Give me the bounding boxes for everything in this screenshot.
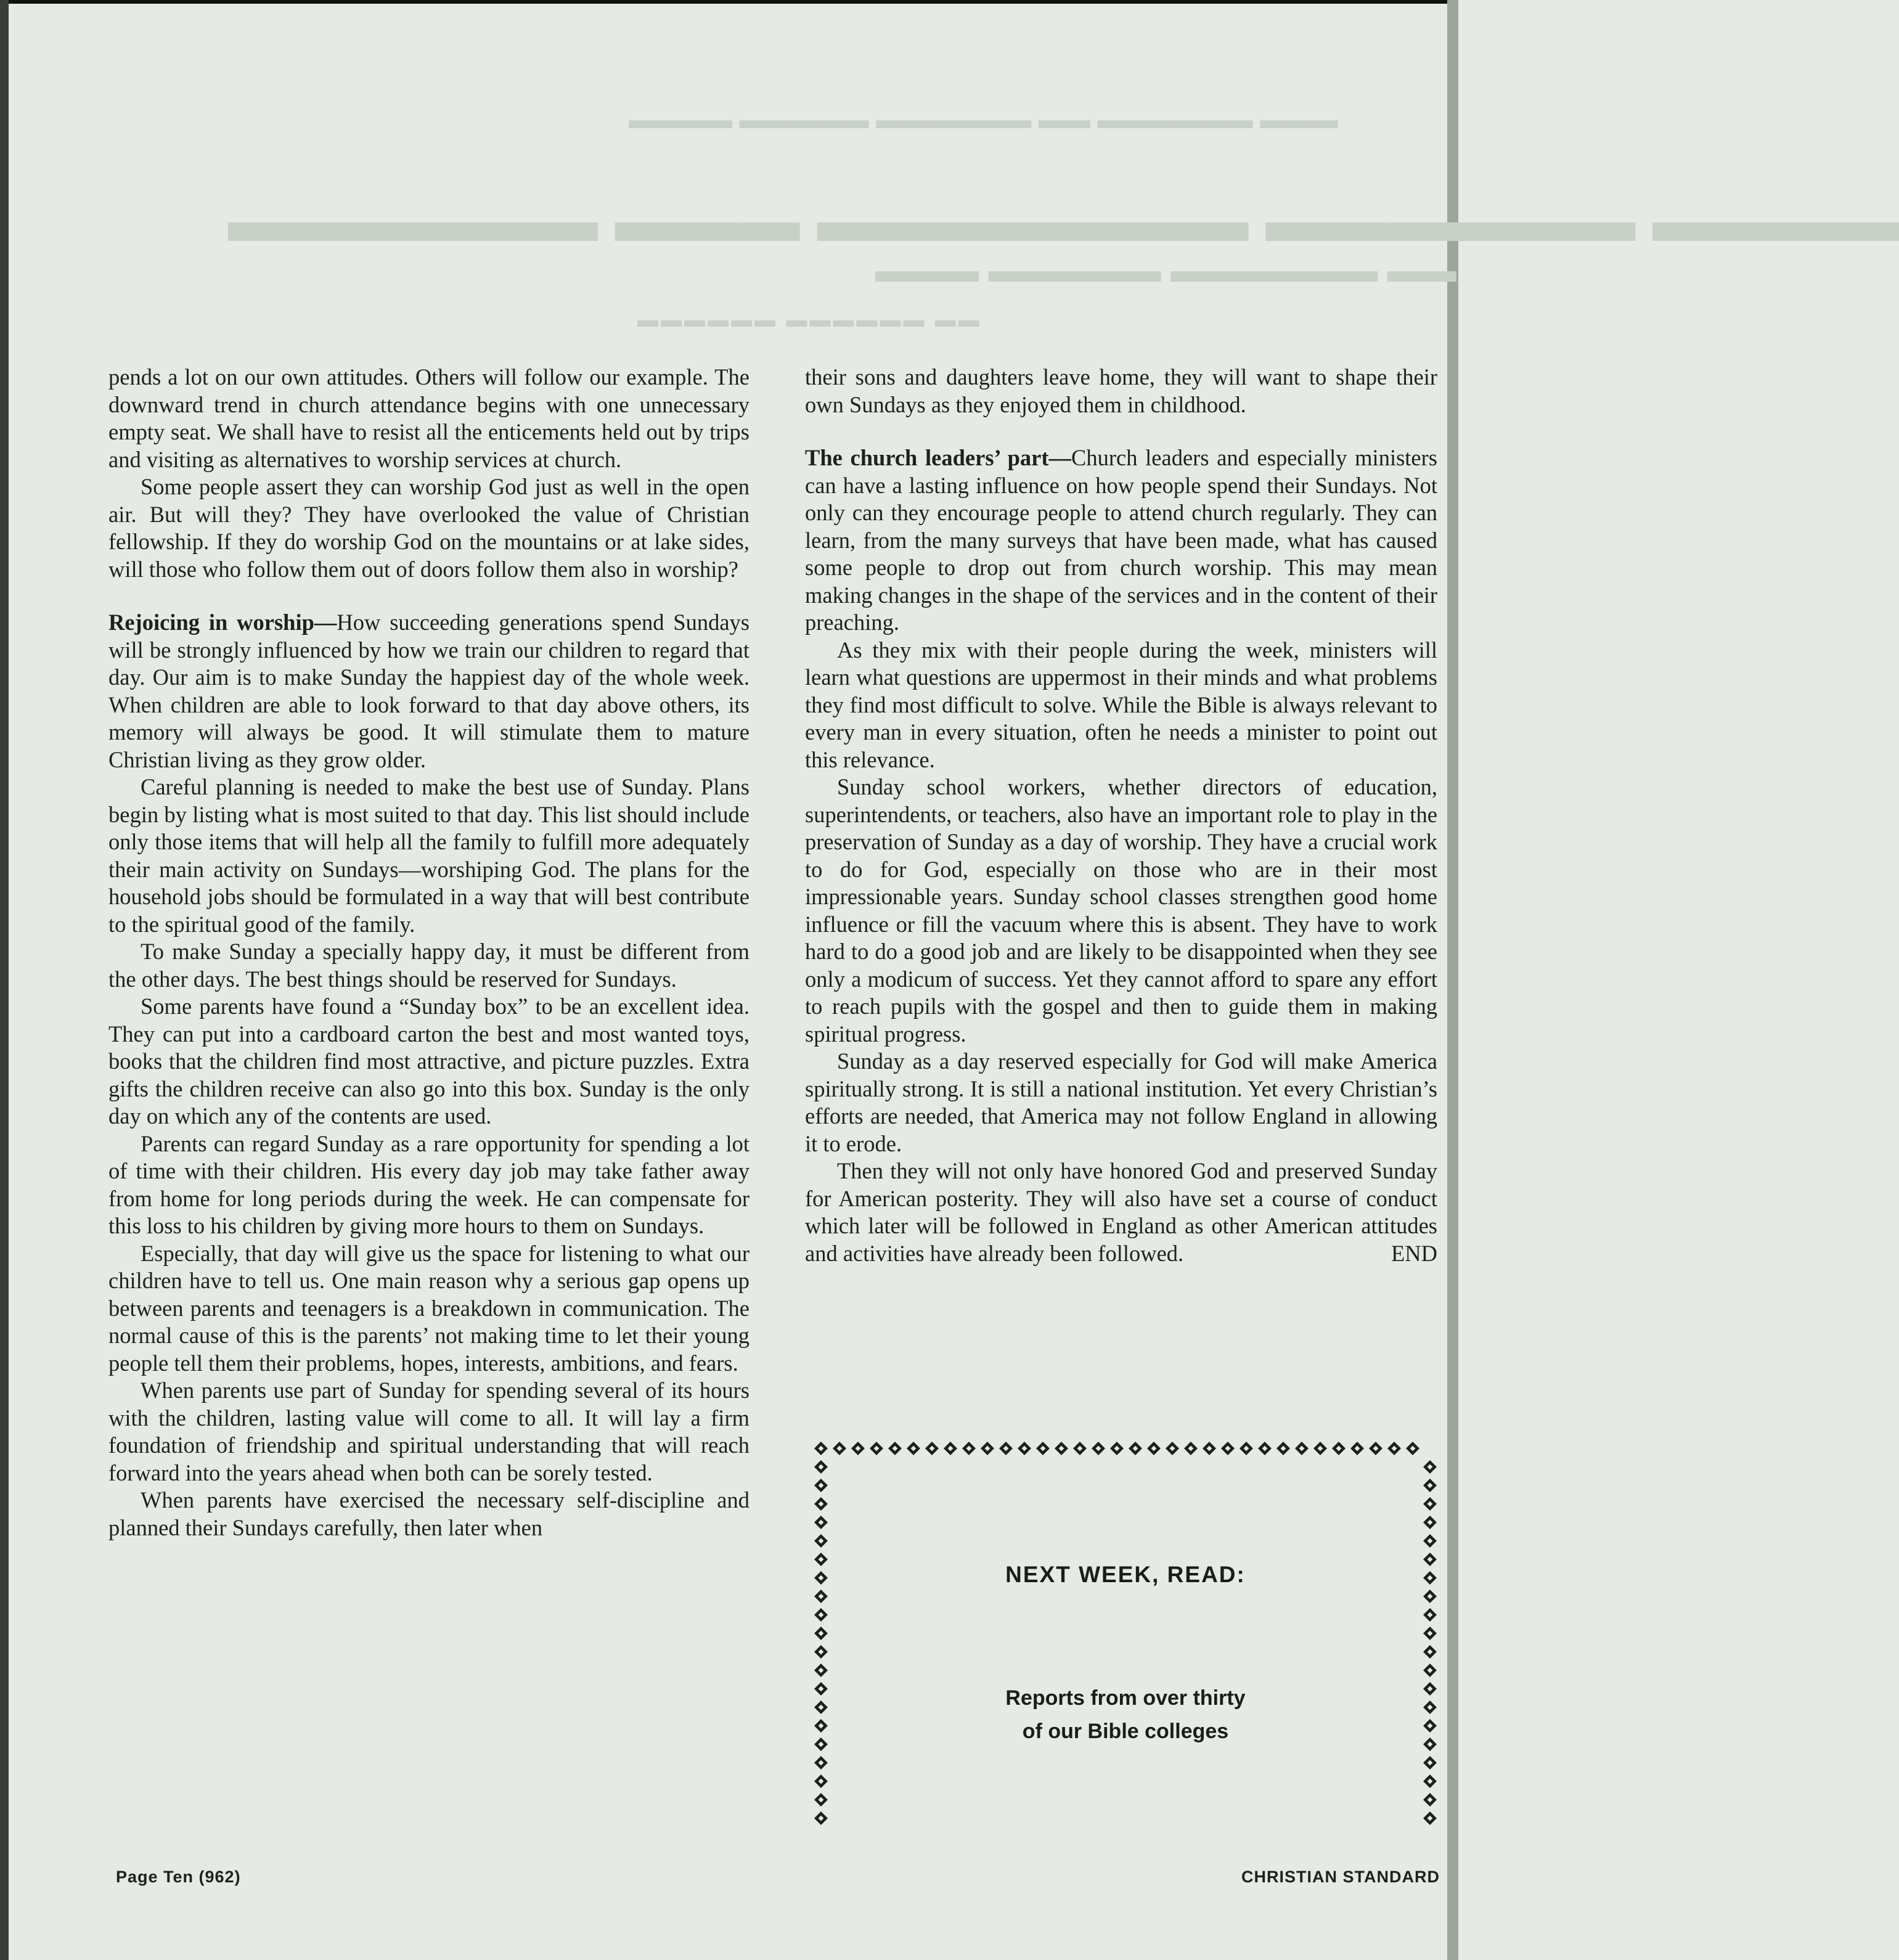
border-diamond-ornament: [1313, 1442, 1327, 1455]
section-paragraph: [805, 444, 1437, 637]
border-diamond-ornament: [1147, 1442, 1161, 1455]
paragraph: Some people assert they can worship God just as well in the open air. But will they? They have overlooked the value of Christian fellowship. If they do worship God on the mountains or at lake sides, will those who follow them out of doors follow them also in worship?: [108, 474, 749, 582]
promo-body: [812, 1681, 1439, 1748]
border-diamond-ornament: [814, 1442, 828, 1455]
section-paragraph: [108, 609, 749, 774]
paragraph: When parents use part of Sunday for spending several of its hours with the children, lasting value will come to all. It will lay a firm foundation of friendship and spiritual understanding that will reach forward into the years ahead when both can be sorely tested.: [108, 1378, 749, 1485]
border-diamond-ornament: [925, 1442, 939, 1455]
border-diamond-ornament: [1203, 1442, 1216, 1455]
paragraph-text: Church leaders and especially ministers can have a lasting influence on how people spend their Sundays. Not only can they encourage people to attend church regularly. They can learn, from the many surveys that have been made, what has caused some people to drop out from church worship. This may mean making changes in the shape of the services and in the content of their preaching.: [805, 445, 1437, 635]
border-diamond-ornament: [1423, 1793, 1437, 1807]
paragraph: Sunday school workers, whether directors of education, superintendents, or teachers, also have an important role to play in the preservation of Sunday as a day of worship. They have a crucial work to do for God, especially on those who are in their most impressionable years. Sunday school classes strengthen good home influence or fill the vacuum where this is absent. They have to work hard to do a good job and are likely to be disappointed when they see only a modicum of success. Yet they cannot afford to spare any effort to reach pupils with the gospel and then to guide them in making spiritual progress.: [805, 774, 1437, 1047]
border-diamond-ornament: [851, 1442, 865, 1455]
border-diamond-ornament: [1129, 1442, 1142, 1455]
paragraph: their sons and daughters leave home, they will want to shape their own Sundays as they enjoyed them in childhood.: [805, 364, 1437, 417]
border-diamond-ornament: [907, 1442, 920, 1455]
paragraph: As they mix with their people during the week, ministers will learn what questions are uppermost in their minds and what problems they find most difficult to solve. While the Bible is always relevant to every man in every situation, often he needs a minister to point out this relevance.: [805, 637, 1437, 772]
diamond-border: [812, 1440, 1439, 1831]
border-diamond-ornament: [814, 1534, 828, 1548]
border-diamond-ornament: [888, 1442, 902, 1455]
border-diamond-ornament: [1423, 1479, 1437, 1492]
page-number: Page Ten (962): [116, 1868, 241, 1886]
border-diamond-ornament: [981, 1442, 994, 1455]
border-diamond-ornament: [944, 1442, 957, 1455]
border-diamond-ornament: [1423, 1774, 1437, 1788]
page-right-edge: [1447, 0, 1458, 1960]
paragraph: [805, 1158, 1437, 1267]
border-diamond-ornament: [962, 1442, 976, 1455]
border-diamond-ornament: [1073, 1442, 1087, 1455]
border-diamond-ornament: [1423, 1811, 1437, 1825]
border-diamond-ornament: [814, 1756, 828, 1770]
paragraph-text: How succeeding generations spend Sundays will be strongly influenced by how we train our children to regard that day. Our aim is to make Sunday the happiest day of the whole week. When children are able to look forward to that day above others, its memory will always be good. It will stimulate them to mature Christian living as they grow older.: [108, 610, 749, 772]
publication-name: CHRISTIAN STANDARD: [1241, 1868, 1440, 1886]
border-diamond-ornament: [1092, 1442, 1105, 1455]
next-week-promo-box: [812, 1440, 1439, 1831]
border-diamond-ornament: [1423, 1534, 1437, 1548]
border-diamond-ornament: [1018, 1442, 1031, 1455]
border-diamond-ornament: [1423, 1645, 1437, 1659]
border-diamond-ornament: [1423, 1516, 1437, 1529]
article-left-column: [108, 364, 749, 1541]
paragraph: Careful planning is needed to make the best use of Sunday. Plans begin by listing what is most suited to that day. This list should include only those items that will help all the family to fulfill more adequately their main activity on Sundays—worshiping God. The plans for the household jobs should be formulated in a way that will best contribute to the spiritual good of the family.: [108, 774, 749, 937]
border-diamond-ornament: [1387, 1442, 1401, 1455]
bleed-through-texture: ▬▬ ▬▬▬▬▬▬ ▬▬▬▬▬▬: [635, 308, 979, 332]
border-diamond-ornament: [1423, 1460, 1437, 1474]
border-diamond-ornament: [814, 1774, 828, 1788]
border-diamond-ornament: [1369, 1442, 1382, 1455]
promo-heading: NEXT WEEK, READ:: [1005, 1562, 1246, 1587]
paragraph: Especially, that day will give us the space for listening to what our children have to tell us. One main reason why a serious gap opens up between parents and teenagers is a breakdown in communication. The normal cause of this is the parents’ not making time to let their young people tell them their problems, hopes, interests, ambitions, and fears.: [108, 1240, 749, 1376]
section-heading: Rejoicing in worship—: [108, 610, 337, 635]
promo-line: Reports from over thirty: [1005, 1686, 1246, 1710]
border-diamond-ornament: [1110, 1442, 1124, 1455]
border-diamond-ornament: [814, 1645, 828, 1659]
end-mark: END: [1391, 1240, 1437, 1266]
page-top-edge: [0, 0, 1458, 4]
border-diamond-ornament: [1239, 1442, 1253, 1455]
paragraph: Some parents have found a “Sunday box” to be an excellent idea. They can put into a cardboard carton the best and most wanted toys, books that the children find most attractive, and picture puzzles. Extra gifts the children receive can also go into this box. Sunday is the only day on which any of the contents are used.: [108, 994, 749, 1129]
border-diamond-ornament: [1423, 1497, 1437, 1511]
border-diamond-ornament: [1258, 1442, 1272, 1455]
border-diamond-ornament: [1055, 1442, 1068, 1455]
border-diamond-ornament: [999, 1442, 1013, 1455]
border-diamond-ornament: [1423, 1756, 1437, 1770]
border-diamond-ornament: [814, 1590, 828, 1603]
border-diamond-ornament: [1295, 1442, 1309, 1455]
border-diamond-ornament: [1276, 1442, 1290, 1455]
border-diamond-ornament: [814, 1479, 828, 1492]
border-diamond-ornament: [1184, 1442, 1198, 1455]
border-diamond-ornament: [1166, 1442, 1179, 1455]
border-diamond-ornament: [833, 1442, 846, 1455]
paragraph: To make Sunday a specially happy day, it must be different from the other days. The best things should be reserved for Sundays.: [108, 939, 749, 992]
border-diamond-ornament: [1423, 1664, 1437, 1677]
border-diamond-ornament: [814, 1811, 828, 1825]
page-left-edge: [0, 0, 9, 1960]
paragraph: When parents have exercised the necessary self-discipline and planned their Sundays carefully, then later when: [108, 1487, 749, 1540]
paragraph-text: Then they will not only have honored God and preserved Sunday for American posterity. They will also have set a course of conduct which later will be followed in England as other American attitudes and activities have already been followed.: [805, 1158, 1437, 1266]
section-heading: The church leaders’ part—: [805, 445, 1072, 470]
border-diamond-ornament: [1036, 1442, 1050, 1455]
bleed-through-texture: ▬▬▬▬ ▬▬▬▬▬▬ ▬▬▬▬▬▬▬ ▬▬▬ ▬▬▬▬▬▬: [228, 186, 1899, 255]
border-diamond-ornament: [814, 1627, 828, 1640]
article-right-column: [805, 364, 1437, 1267]
border-diamond-ornament: [814, 1664, 828, 1677]
promo-line: of our Bible colleges: [1022, 1720, 1229, 1743]
border-diamond-ornament: [814, 1793, 828, 1807]
border-diamond-ornament: [1350, 1442, 1364, 1455]
paragraph: Parents can regard Sunday as a rare opportunity for spending a lot of time with their children. His every day job may take father away from home for long periods during the week. He can compensate for this loss to his children by giving more hours to them on Sundays.: [108, 1130, 749, 1238]
border-diamond-ornament: [1423, 1590, 1437, 1603]
bleed-through-texture: ▬▬▬ ▬▬▬▬▬▬ ▬▬ ▬▬▬▬▬▬ ▬▬▬▬▬ ▬▬▬▬: [629, 105, 1338, 134]
border-diamond-ornament: [1423, 1627, 1437, 1640]
paragraph: Sunday as a day reserved especially for God will make America spiritually strong. It is still a national institution. Yet every Christian’s efforts are needed, that America may not follow England in allowing it to erode.: [805, 1048, 1437, 1156]
bleed-through-texture: ▬▬ ▬▬▬▬▬▬ ▬▬▬▬▬ ▬▬▬: [875, 250, 1456, 289]
border-diamond-ornament: [1332, 1442, 1346, 1455]
border-diamond-ornament: [1406, 1442, 1419, 1455]
border-diamond-ornament: [1221, 1442, 1235, 1455]
border-diamond-ornament: [814, 1497, 828, 1511]
border-diamond-ornament: [814, 1608, 828, 1622]
border-diamond-ornament: [814, 1516, 828, 1529]
paragraph: pends a lot on our own attitudes. Others will follow our example. The downward trend in church attendance begins with one unnecessary empty seat. We shall have to resist all the enticements held out by trips and visiting as alternatives to worship services at church.: [108, 364, 749, 472]
border-diamond-ornament: [870, 1442, 883, 1455]
border-diamond-ornament: [814, 1460, 828, 1474]
border-diamond-ornament: [1423, 1608, 1437, 1622]
